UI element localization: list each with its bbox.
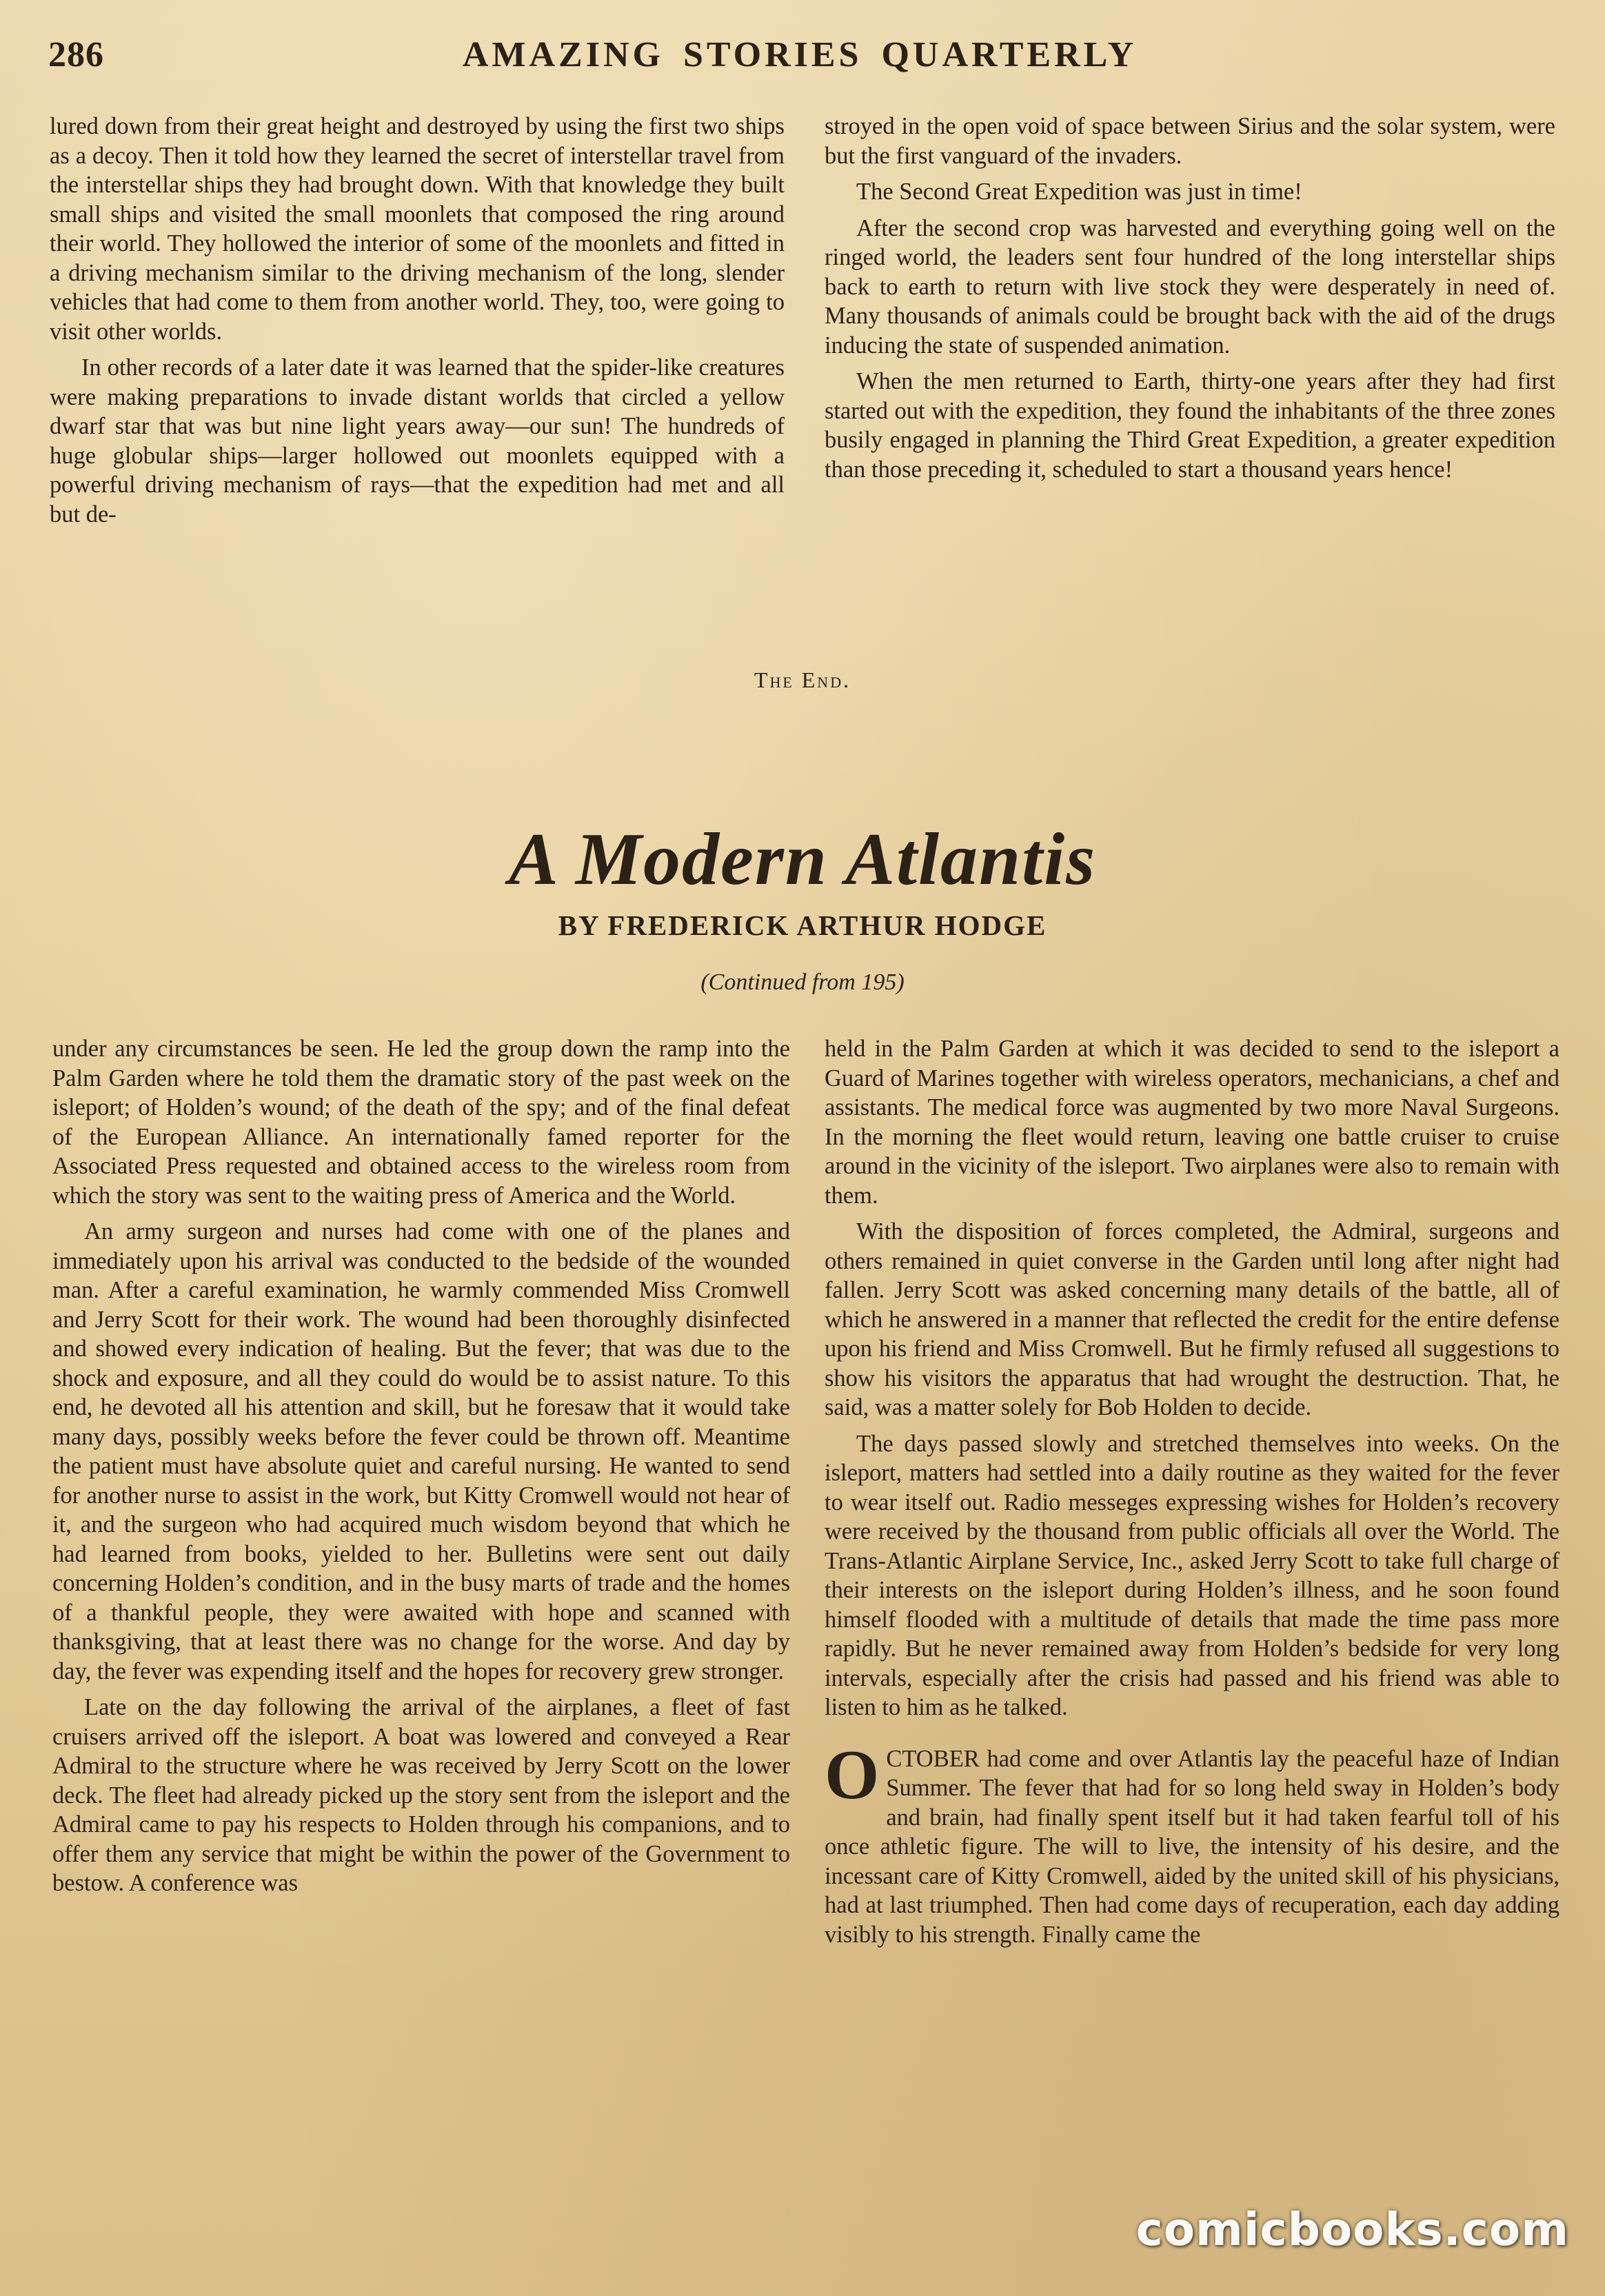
body-paragraph: After the second crop was harvested and everything going well on the ringed world, the leaders sent four hundred of the long interstellar ships back to earth to return with live stock they were desperately in need of. Many thousands of animals could be brought back with the aid of the drugs inducing the state of suspended animation. xyxy=(825,214,1555,359)
body-paragraph: When the men returned to Earth, thirty-one years after they had first started out with the expedition, they found the inhabitants of the three zones busily engaged in planning the Third Great Expedition, a greater expedition than those preceding it, scheduled to start a thousand years hence! xyxy=(825,368,1555,483)
lead-word: CTOBER xyxy=(886,1745,980,1772)
body-paragraph: stroyed in the open void of space between Sirius and the solar system, were but the first vanguard of the invaders. xyxy=(825,113,1555,169)
body-paragraph: The days passed slowly and stretched themselves into weeks. On the isleport, matters had settled into a daily routine as they waited for the fever to wear itself out. Radio messeges expressing wishes for Holden’s recovery were received by the thousand from public officials all over the World. The Trans-Atlantic Airplane Service, Inc., asked Jerry Scott to take full charge of their interests on the isleport during Holden’s illness, and he soon found himself flooded with a multitude of details that made the time pass more rapidly. But he never remained away from Holden’s bedside for very long intervals, especially after the crisis had passed and his friend was able to listen to him as he talked. xyxy=(825,1430,1559,1720)
section-start-paragraph xyxy=(825,1735,1559,1950)
magazine-title: AMAZING STORIES QUARTERLY xyxy=(462,35,1138,74)
the-end-marker: The End. xyxy=(754,667,851,692)
body-paragraph: under any circumstances be seen. He led the group down the ramp into the Palm Garden where he told them the dramatic story of the past week on the isleport; of Holden’s wound; of the death of the spy; and of the final defeat of the European Alliance. An internationally famed reporter for the Associated Press requested and obtained access to the wireless room from which the story was sent to the waiting press of America and the World. xyxy=(52,1036,790,1209)
story2-left-column xyxy=(52,1034,790,2268)
story-title: A Modern Atlantis xyxy=(508,818,1097,900)
body-paragraph: With the disposition of forces completed, the Admiral, surgeons and others remained in quiet converse in the Garden until long after night had fallen. Jerry Scott was asked concerning many details of the battle, all of which he answered in a manner that reflected the credit for the entire defense upon his friend and Miss Cromwell. But he firmly refused all suggestions to show his visitors the apparatus that had wrought the destruction. That, he said, was a matter solely for Bob Holden to decide. xyxy=(825,1218,1559,1420)
story-byline: BY FREDERICK ARTHUR HODGE xyxy=(558,909,1047,941)
continued-note: (Continued from 195) xyxy=(700,969,905,995)
body-paragraph: lured down from their great height and destroyed by using the first two ships as a decoy. Then it told how they learned the secret of interstellar travel from the interstellar ships they had brought down. With that knowledge they built small ships and visited the small moonlets that composed the ring around their world. They hollowed the interior of some of the moonlets and fitted in a driving mechanism similar to the driving mechanism of the long, slender vehicles that had come to them from another world. They, too, were going to visit other worlds. xyxy=(50,113,785,345)
watermark-logo: comicbooks.com xyxy=(1135,2203,1569,2256)
page-number: 286 xyxy=(48,35,104,74)
body-paragraph: An army surgeon and nurses had come with one of the planes and immediately upon his arrival was conducted to the bedside of the wounded man. After a careful examination, he warmly commended Miss Cromwell and Jerry Scott for their work. The wound had been thoroughly disinfected and showed every indication of healing. But the fever; that was due to the shock and exposure, and all they could do would be to assist nature. To this end, he devoted all his attention and skill, but he foresaw that it would take many days, possibly weeks before the fever could be thrown off. Meantime the patient must have absolute quiet and careful nursing. He wanted to send for another nurse to assist in the work, but Kitty Cromwell would not hear of it, and the surgeon who had acquired much wisdom beyond that which he had learned from books, yielded to her. Bulletins were sent out daily concerning Holden’s condition, and in the busy marts of trade and the homes of a thankful people, they were awaited with hope and scanned with thanksgiving, that at least there was no change for the worse. And day by day, the fever was expending itself and the hopes for recovery grew stronger. xyxy=(52,1218,790,1684)
story1-right-column xyxy=(825,112,1555,643)
story2-right-column xyxy=(825,1034,1559,2268)
body-paragraph: The Second Great Expedition was just in time! xyxy=(856,179,1302,205)
body-paragraph: held in the Palm Garden at which it was decided to send to the isleport a Guard of Marines together with wireless operators, mechanicians, a chef and assistants. The medical force was augmented by two more Naval Surgeons. In the morning the fleet would return, leaving one battle cruiser to cruise around in the vicinity of the isleport. Two airplanes were also to remain with them. xyxy=(825,1036,1559,1209)
section-text: had come and over Atlantis lay the peaceful haze of Indian Summer. The fever that had for so long held sway in Holden’s body and brain, had finally spent itself but it had taken fearful toll of his once athletic figure. The will to live, the intensity of his desire, and the incessant care of Kitty Cromwell, aided by the united skill of his physicians, had at last triumphed. Then had come days of recuperation, each day adding visibly to his strength. Finally came the xyxy=(825,1745,1559,1948)
body-paragraph: In other records of a later date it was learned that the spider-like creatures were making preparations to invade distant worlds that circled a yellow dwarf star that was but nine light years away—our sun! The hundreds of huge globular ships—larger hollowed out moonlets equipped with a powerful driving mechanism of rays—that the expedition had met and all but de- xyxy=(50,354,785,527)
page-header xyxy=(48,28,1551,90)
story1-left-column xyxy=(50,112,785,643)
drop-cap: O xyxy=(825,1735,880,1814)
body-paragraph: Late on the day following the arrival of the airplanes, a fleet of fast cruisers arrived off the isleport. A boat was lowered and conveyed a Rear Admiral to the structure where he was received by Jerry Scott on the lower deck. The fleet had already picked up the story sent from the isleport and the Admiral came to pay his respects to Holden through his companions, and to offer them any service that might be within the power of the Government to bestow. A conference was xyxy=(52,1694,790,1896)
